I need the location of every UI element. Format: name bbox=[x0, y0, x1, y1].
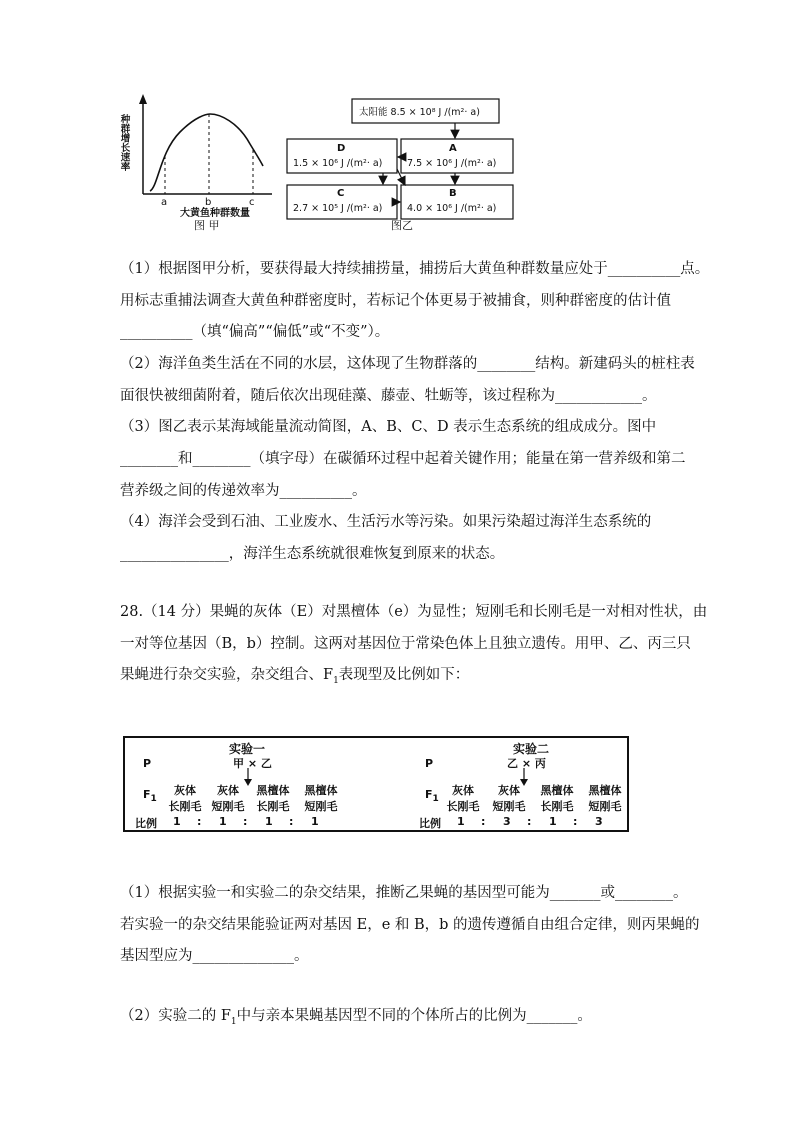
q27-line-2: 用标志重捕法调查大黄鱼种群密度时，若标记个体更易于被捕食，则种群密度的估计值 bbox=[120, 293, 671, 309]
q28-intro-2: 一对等位基因（B，b）控制。这两对基因位于常染色体上且独立遗传。用甲、乙、丙三只 bbox=[120, 636, 691, 652]
x-axis-label: 大黄鱼种群数量 bbox=[180, 208, 250, 219]
box-D-value: 1.5 × 10⁶ J /(m²· a) bbox=[293, 158, 383, 169]
exp2-pheno-1: 灰体 长刚毛 bbox=[446, 784, 480, 813]
exp2-ratio-label: 比例 bbox=[419, 817, 441, 830]
box-C-value: 2.7 × 10⁵ J /(m²· a) bbox=[293, 203, 383, 214]
exp2-pheno-2: 灰体 短刚毛 bbox=[492, 784, 526, 813]
exp1-pheno-3: 黑檀体 长刚毛 bbox=[256, 784, 290, 813]
q28-s1-line-2: 若实验一的杂交结果能验证两对基因 E，e 和 B，b 的遗传遵循自由组合定律，则丙果蝇的 bbox=[120, 917, 700, 933]
q28-intro-3: 果蝇进行杂交实验，杂交组合、$F_1$表现型及比例如下： bbox=[120, 667, 470, 686]
box-C-letter: C bbox=[337, 188, 345, 199]
exp1-F1-label: $F_1$ bbox=[143, 788, 157, 805]
tick-c: c bbox=[249, 197, 255, 208]
exp1-pheno-1: 灰体 长刚毛 bbox=[168, 784, 202, 813]
q27-line-9: （4）海洋会受到石油、工业废水、生活污水等污染。如果污染超过海洋生态系统的 bbox=[120, 514, 652, 530]
q27-line-5: 面很快被细菌附着，随后依次出现硅藻、藤壶、牡蛎等，该过程称为____________。 bbox=[120, 388, 657, 404]
exp1-pheno-2: 灰体 短刚毛 bbox=[211, 784, 245, 813]
box-B-letter: B bbox=[449, 188, 457, 199]
exp2-F1-label: $F_1$ bbox=[425, 788, 439, 805]
box-D-letter: D bbox=[337, 143, 346, 154]
box-sun-label: 太阳能 8.5 × 10⁸ J /(m²· a) bbox=[359, 107, 480, 118]
exp2-pheno-4: 黑檀体 短刚毛 bbox=[588, 784, 622, 813]
exp1-ratio-label: 比例 bbox=[135, 817, 157, 830]
exp2-pheno-3: 黑檀体 长刚毛 bbox=[540, 784, 574, 813]
exp2-cross: 乙 × 丙 bbox=[507, 757, 546, 770]
exp2-ratio: 1 : 3 : 1 : 3 bbox=[457, 815, 603, 828]
figure-yi-caption: 图乙 bbox=[391, 219, 413, 232]
q27-line-1: （1）根据图甲分析，要获得最大持续捕捞量，捕捞后大黄鱼种群数量应处于__________点。 bbox=[120, 261, 710, 277]
exp1-title: 实验一 bbox=[229, 742, 266, 756]
box-A-letter: A bbox=[449, 143, 457, 154]
tick-a: a bbox=[161, 197, 168, 208]
exp1-P-label: P bbox=[143, 757, 152, 770]
box-B-value: 4.0 × 10⁶ J /(m²· a) bbox=[407, 203, 497, 214]
exp1-pheno-4: 黑檀体 短刚毛 bbox=[304, 784, 338, 813]
q27-line-6: （3）图乙表示某海域能量流动简图，A、B、C、D 表示生态系统的组成成分。图中 bbox=[120, 419, 657, 435]
tick-b: b bbox=[205, 197, 212, 208]
q28-s2-line: （2）实验二的 $F_1$中与亲本果蝇基因型不同的个体所占的比例为_______。 bbox=[120, 1008, 592, 1027]
box-A-value: 7.5 × 10⁶ J /(m²· a) bbox=[407, 158, 497, 169]
q27-line-4: （2）海洋鱼类生活在不同的水层，这体现了生物群落的________结构。新建码头的桩柱表 bbox=[120, 356, 695, 372]
exp1-cross: 甲 × 乙 bbox=[233, 757, 272, 770]
y-axis-label: 种群增长速率 bbox=[118, 114, 130, 171]
figure-jia bbox=[110, 92, 280, 232]
cross-table bbox=[123, 736, 629, 832]
figure-yi bbox=[283, 95, 523, 233]
figure-jia-caption: 图 甲 bbox=[194, 219, 220, 232]
y-axis-arrow-icon bbox=[139, 94, 147, 104]
q27-line-8: 营养级之间的传递效率为__________。 bbox=[120, 483, 367, 499]
q27-line-7: ________和________（填字母）在碳循环过程中起着关键作用；能量在第一营养级和第二 bbox=[120, 451, 686, 467]
exp2-title: 实验二 bbox=[513, 742, 550, 756]
q28-s1-line-1: （1）根据实验一和实验二的杂交结果，推断乙果蝇的基因型可能为_______或________。 bbox=[120, 885, 688, 901]
q28-s1-line-3: 基因型应为______________。 bbox=[120, 948, 309, 964]
q28-intro-1: 28.（14 分）果蝇的灰体（E）对黑檀体（e）为显性；短刚毛和长刚毛是一对相对性状，由 bbox=[120, 604, 708, 620]
q27-line-3: __________（填“偏高”“偏低”或“不变”）。 bbox=[120, 324, 390, 340]
exp2-P-label: P bbox=[425, 757, 434, 770]
q27-line-10: _______________，海洋生态系统就很难恢复到原来的状态。 bbox=[120, 546, 505, 562]
growth-rate-curve bbox=[150, 114, 263, 191]
exp1-ratio: 1 : 1 : 1 : 1 bbox=[173, 815, 319, 828]
